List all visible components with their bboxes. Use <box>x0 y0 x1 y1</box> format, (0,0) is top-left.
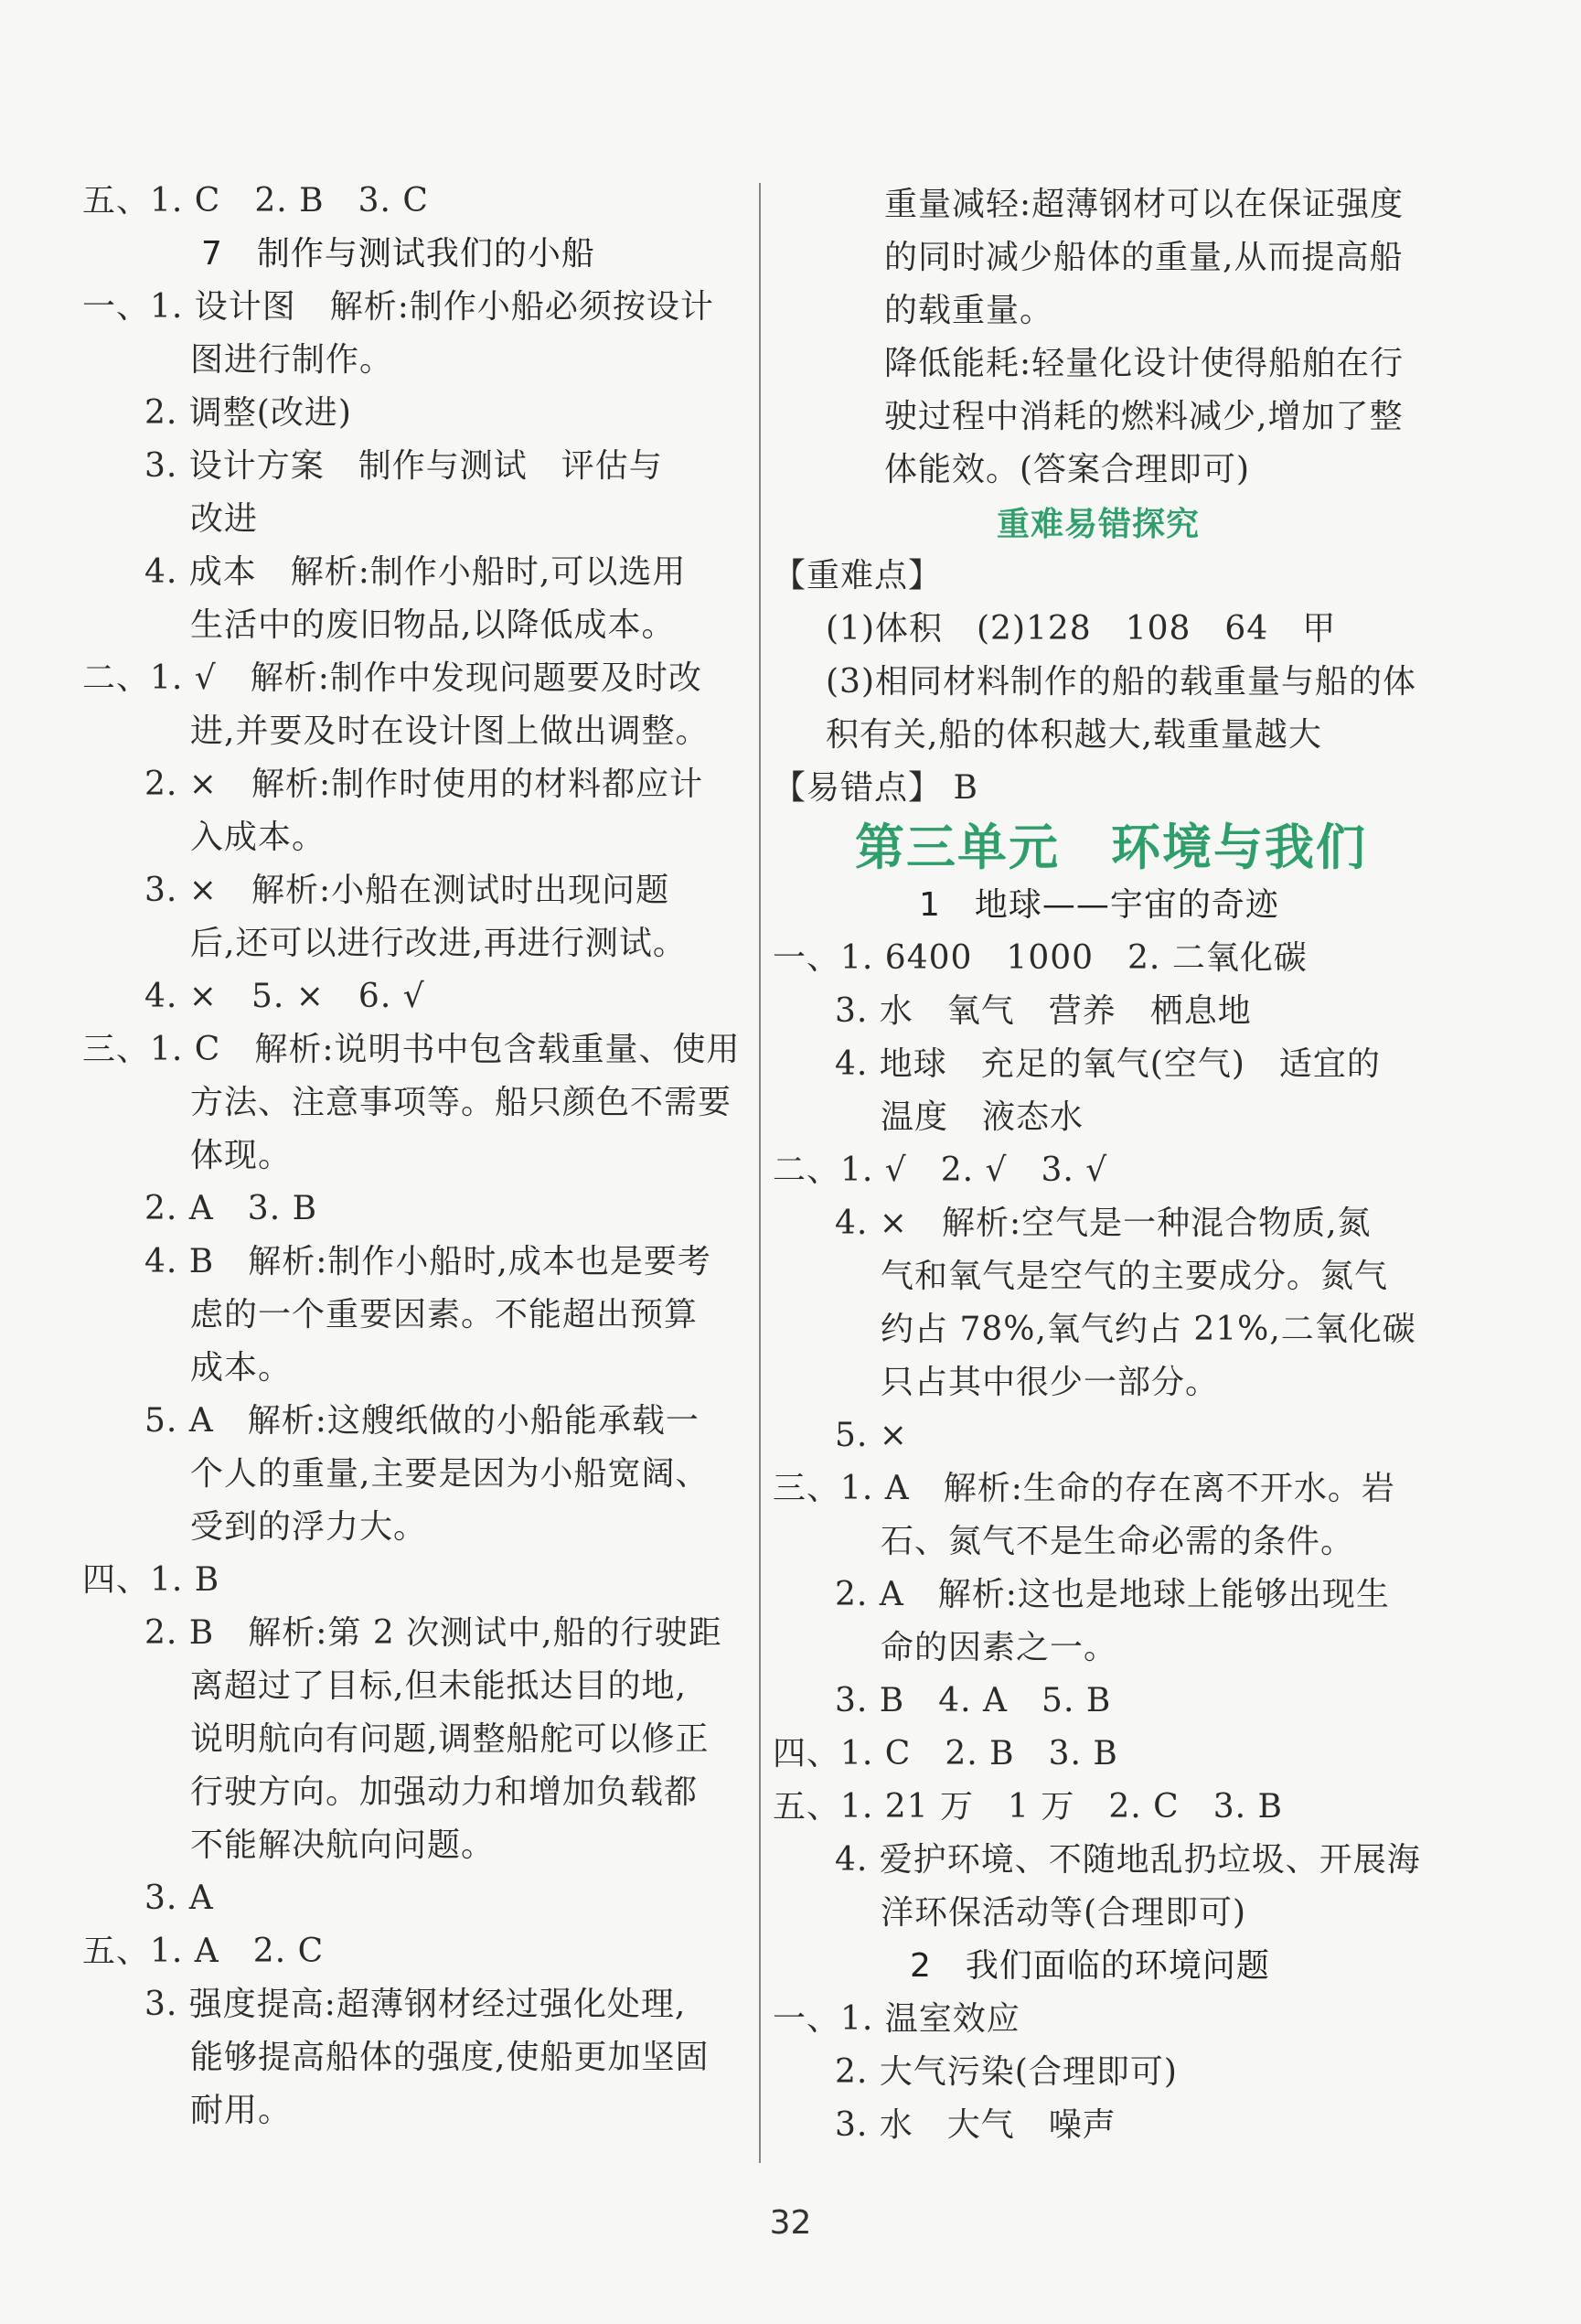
answer-line: 图进行制作。 <box>190 341 394 379</box>
answer-line: 三、1. A 解析:生命的存在离不开水。岩 <box>773 1470 1395 1507</box>
section-title: 2 我们面临的环境问题 <box>910 1947 1270 1985</box>
answer-line: 一、1. 6400 1000 2. 二氧化碳 <box>773 939 1308 977</box>
answer-line: 五、1. C 2. B 3. C <box>82 182 429 220</box>
answer-line: 入成本。 <box>190 819 326 856</box>
answer-line: 4. B 解析:制作小船时,成本也是要考 <box>144 1243 711 1280</box>
answer-line: 个人的重量,主要是因为小船宽阔、 <box>190 1455 710 1493</box>
answer-line: 二、1. √ 解析:制作中发现问题要及时改 <box>82 659 702 697</box>
answer-line: 2. 调整(改进) <box>144 394 352 432</box>
answer-line: 气和氧气是空气的主要成分。氮气 <box>881 1258 1389 1295</box>
section-title: 1 地球——宇宙的奇迹 <box>919 886 1279 924</box>
answer-line: 3. 水 氧气 营养 栖息地 <box>835 992 1252 1030</box>
answer-line: (1)体积 (2)128 108 64 甲 <box>826 610 1337 648</box>
section-heading-green: 重难易错探究 <box>997 506 1201 543</box>
answer-line: 二、1. √ 2. √ 3. √ <box>773 1151 1108 1189</box>
answer-line: 耐用。 <box>190 2092 293 2129</box>
answer-line: 约占 78%,氧气约占 21%,二氧化碳 <box>881 1311 1416 1348</box>
answer-line: 生活中的废旧物品,以降低成本。 <box>190 606 676 644</box>
answer-line: 方法、注意事项等。船只颜色不需要 <box>190 1084 732 1121</box>
answer-line: 4. × 解析:空气是一种混合物质,氮 <box>835 1205 1372 1242</box>
answer-line: 一、1. 温室效应 <box>773 2000 1020 2038</box>
answer-line: 洋环保活动等(合理即可) <box>881 1894 1247 1932</box>
answer-line: 【易错点】 B <box>773 769 978 807</box>
section-title: 7 制作与测试我们的小船 <box>201 235 595 273</box>
answer-line: 4. × 5. × 6. √ <box>144 978 425 1015</box>
answer-line: 体能效。(答案合理即可) <box>884 451 1251 488</box>
answer-line: 体现。 <box>190 1137 293 1174</box>
answer-line: 五、1. A 2. C <box>82 1933 325 1970</box>
answer-line: 积有关,船的体积越大,载重量越大 <box>826 716 1322 754</box>
answer-line: 的载重量。 <box>884 292 1054 329</box>
answer-line: 石、氮气不是生命必需的条件。 <box>881 1523 1355 1560</box>
answer-line: 成本。 <box>190 1349 293 1387</box>
answer-line: 3. × 解析:小船在测试时出现问题 <box>144 872 670 909</box>
answer-line: 4. 成本 解析:制作小船时,可以选用 <box>144 553 687 591</box>
answer-line: 行驶方向。加强动力和增加负载都 <box>190 1773 699 1811</box>
answer-line: 3. B 4. A 5. B <box>835 1682 1112 1719</box>
answer-line: 3. 设计方案 制作与测试 评估与 <box>144 447 663 485</box>
answer-line: 进,并要及时在设计图上做出调整。 <box>190 712 710 750</box>
answer-line: 五、1. 21 万 1 万 2. C 3. B <box>773 1788 1283 1826</box>
answer-line: 后,还可以进行改进,再进行测试。 <box>190 925 687 962</box>
answer-line: 虑的一个重要因素。不能超出预算 <box>190 1296 699 1333</box>
answer-line: 5. × <box>835 1417 908 1454</box>
answer-line: 不能解决航向问题。 <box>190 1826 496 1864</box>
answer-line: 4. 地球 充足的氧气(空气) 适宜的 <box>835 1045 1381 1083</box>
answer-line: 的同时减少船体的重量,从而提高船 <box>884 239 1404 276</box>
answer-line: 4. 爱护环境、不随地乱扔垃圾、开展海 <box>835 1841 1421 1879</box>
answer-line: 3. A <box>144 1880 214 1917</box>
answer-line: 2. B 解析:第 2 次测试中,船的行驶距 <box>144 1614 722 1652</box>
answer-line: 2. A 解析:这也是地球上能够出现生 <box>835 1576 1390 1613</box>
answer-line: 2. × 解析:制作时使用的材料都应计 <box>144 766 704 803</box>
column-divider <box>759 183 761 2163</box>
page-number: 32 <box>769 2204 812 2242</box>
answer-line: 命的因素之一。 <box>881 1629 1118 1666</box>
answer-line: 重量减轻:超薄钢材可以在保证强度 <box>884 186 1405 223</box>
answer-line: 离超过了目标,但未能抵达目的地, <box>190 1667 687 1705</box>
answer-line: 温度 液态水 <box>881 1098 1084 1136</box>
answer-line: 降低能耗:轻量化设计使得船舶在行 <box>884 345 1405 382</box>
answer-line: 3. 强度提高:超薄钢材经过强化处理, <box>144 1986 687 2023</box>
answer-line: 说明航向有问题,调整船舵可以修正 <box>190 1720 710 1758</box>
answer-line: (3)相同材料制作的船的载重量与船的体 <box>826 663 1416 701</box>
answer-line: 只占其中很少一部分。 <box>881 1364 1220 1401</box>
answer-line: 【重难点】 <box>773 557 943 594</box>
answer-line: 改进 <box>190 500 259 538</box>
answer-line: 能够提高船体的强度,使船更加坚固 <box>190 2039 710 2076</box>
answer-line: 3. 水 大气 噪声 <box>835 2106 1116 2144</box>
answer-line: 四、1. C 2. B 3. B <box>773 1735 1118 1772</box>
answer-line: 四、1. B <box>82 1561 220 1599</box>
answer-line: 一、1. 设计图 解析:制作小船必须按设计 <box>82 288 714 326</box>
answer-line: 受到的浮力大。 <box>190 1508 428 1546</box>
answer-line: 2. A 3. B <box>144 1190 318 1227</box>
unit-title: 第三单元 环境与我们 <box>855 819 1367 876</box>
answer-line: 2. 大气污染(合理即可) <box>835 2053 1178 2091</box>
answer-line: 5. A 解析:这艘纸做的小船能承载一 <box>144 1402 700 1440</box>
answer-line: 三、1. C 解析:说明书中包含载重量、使用 <box>82 1031 741 1068</box>
answer-line: 驶过程中消耗的燃料减少,增加了整 <box>884 398 1404 435</box>
